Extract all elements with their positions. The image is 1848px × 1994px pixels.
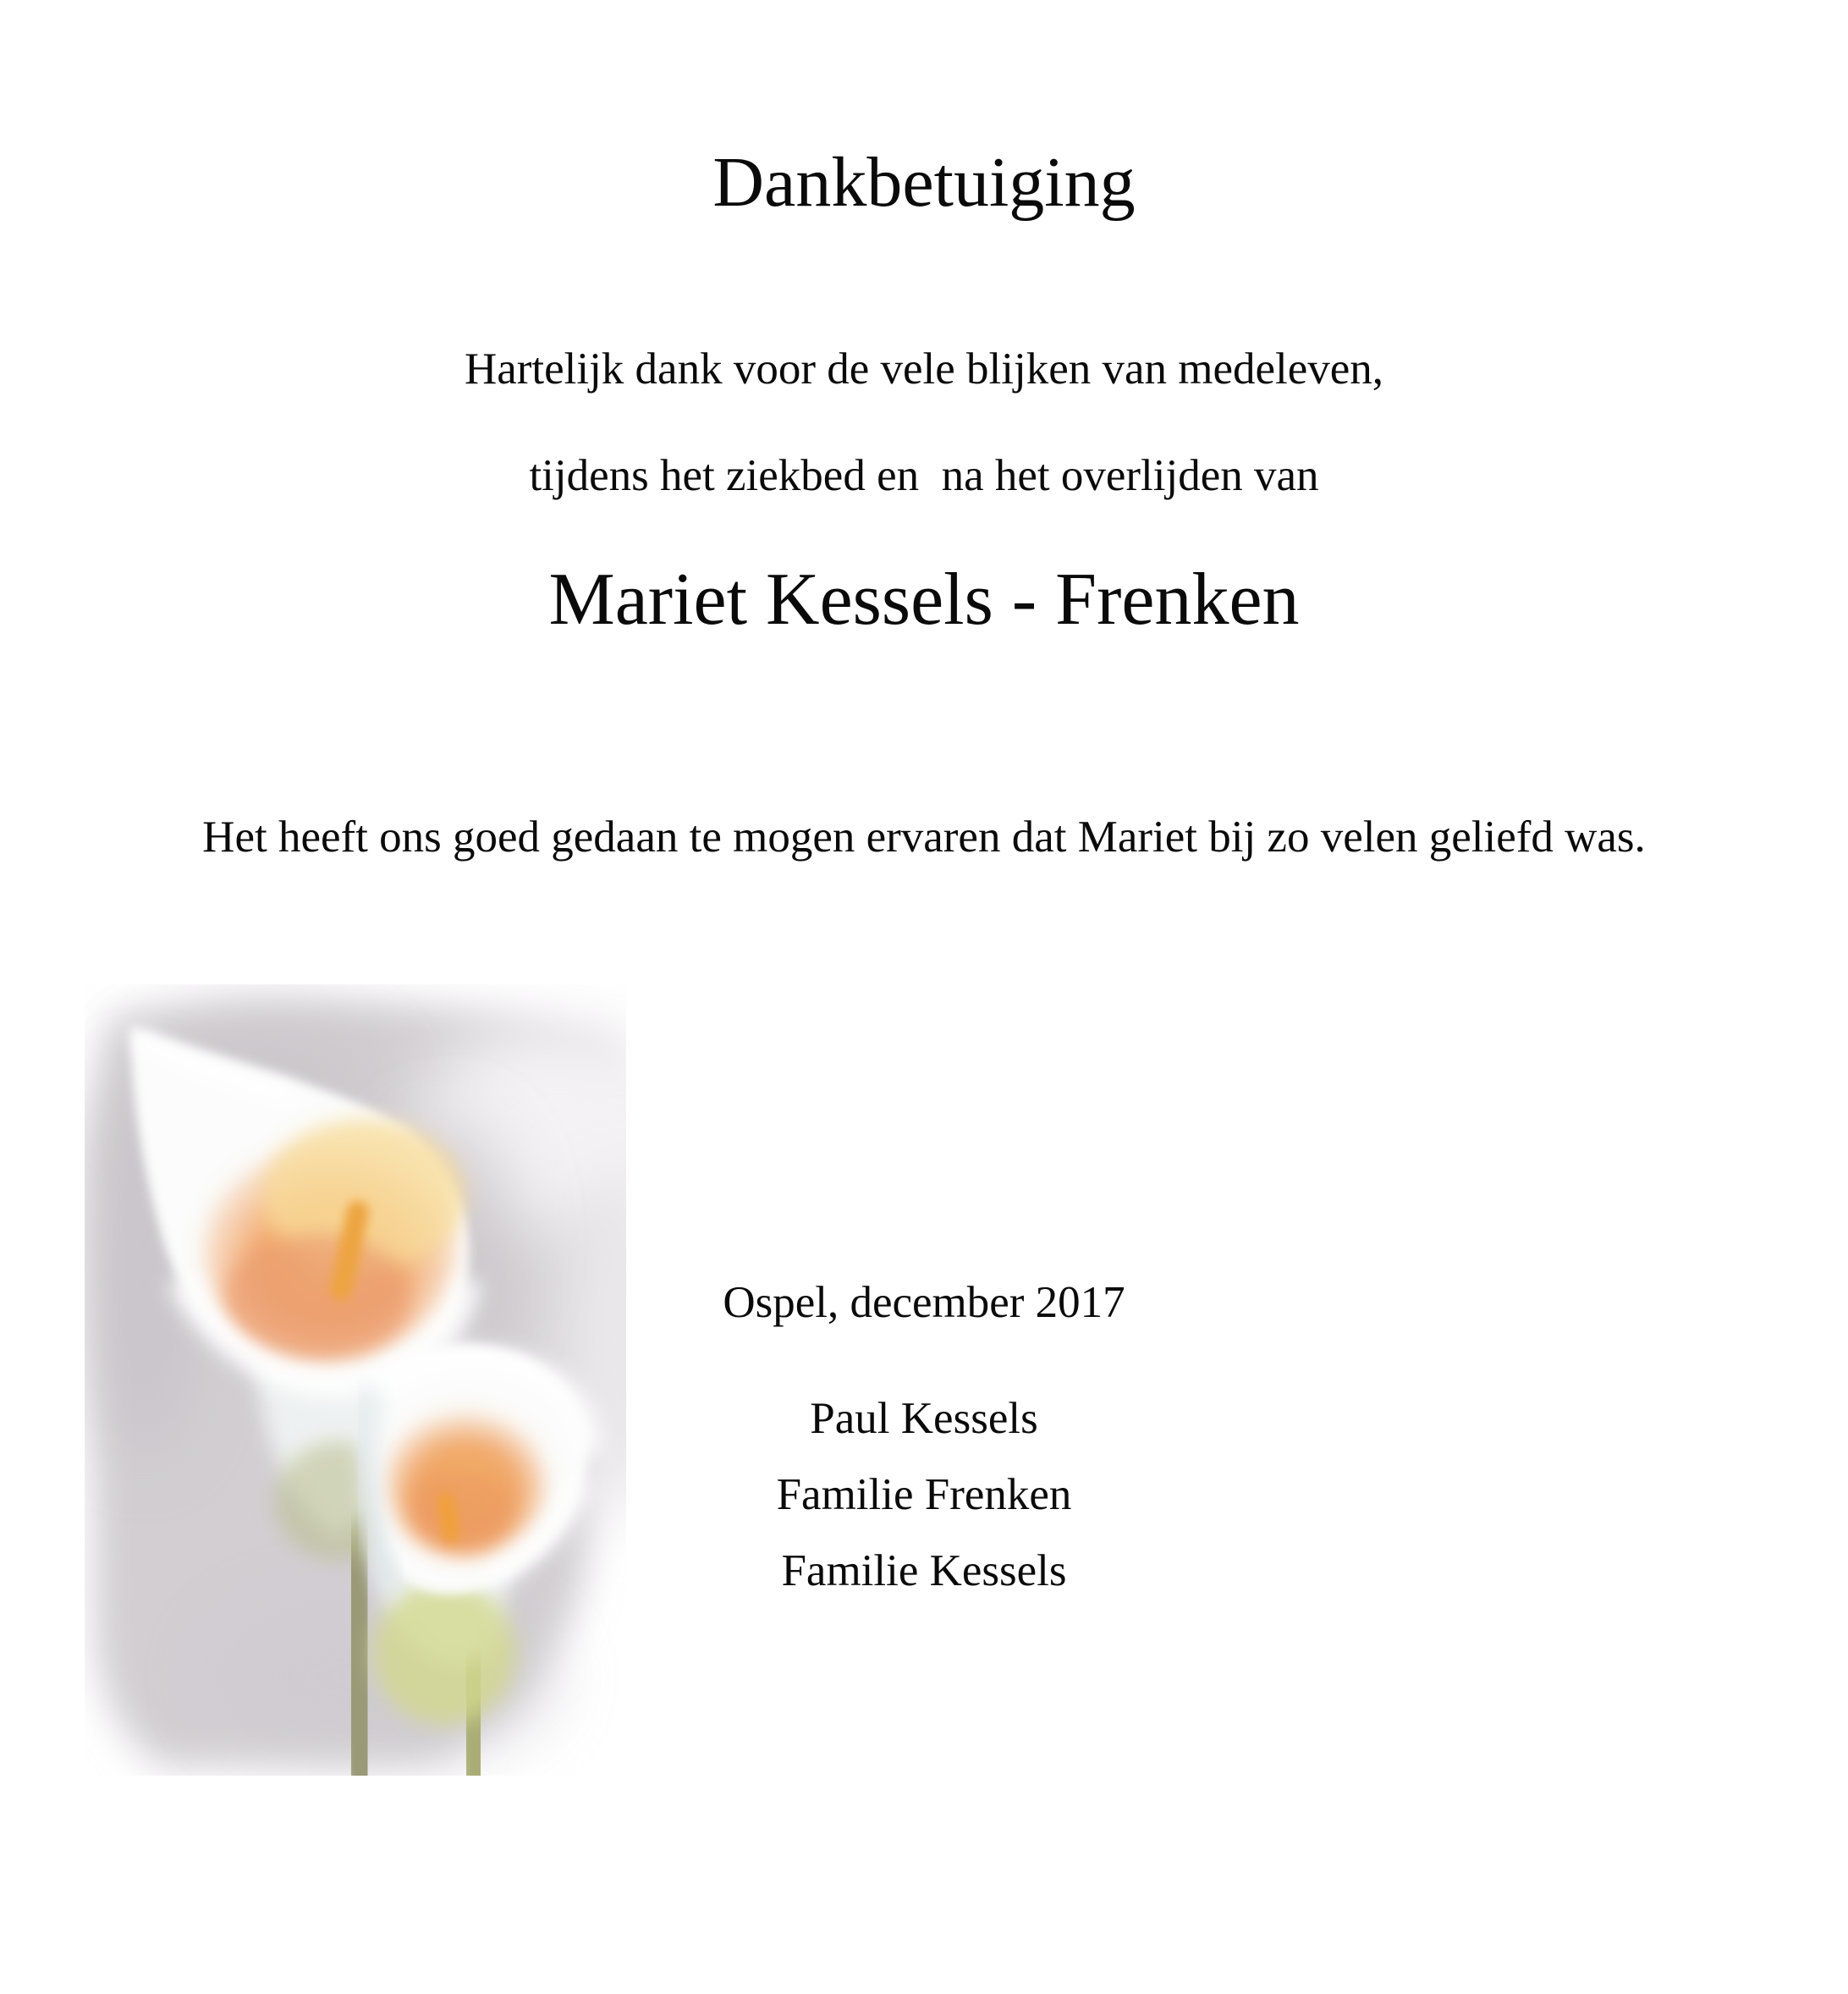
gratitude-line: Het heeft ons goed gedaan te mogen ervaren dat Mariet bij zo velen geliefd was. [202, 812, 1646, 862]
place-date-line: Ospel, december 2017 [723, 1278, 1125, 1327]
calla-lilies-svg [85, 984, 626, 1776]
signatory-name: Familie Kessels [781, 1546, 1067, 1595]
intro-line-2: tijdens het ziekbed en na het overlijden van [529, 451, 1319, 500]
intro-line-1: Hartelijk dank voor de vele blijken van medeleven, [464, 344, 1384, 394]
signatory-name: Familie Frenken [776, 1470, 1072, 1519]
signatory-name: Paul Kessels [810, 1394, 1038, 1443]
page-title: Dankbetuiging [712, 143, 1136, 222]
deceased-name: Mariet Kessels - Frenken [548, 559, 1300, 641]
calla-lilies-illustration [85, 984, 626, 1776]
